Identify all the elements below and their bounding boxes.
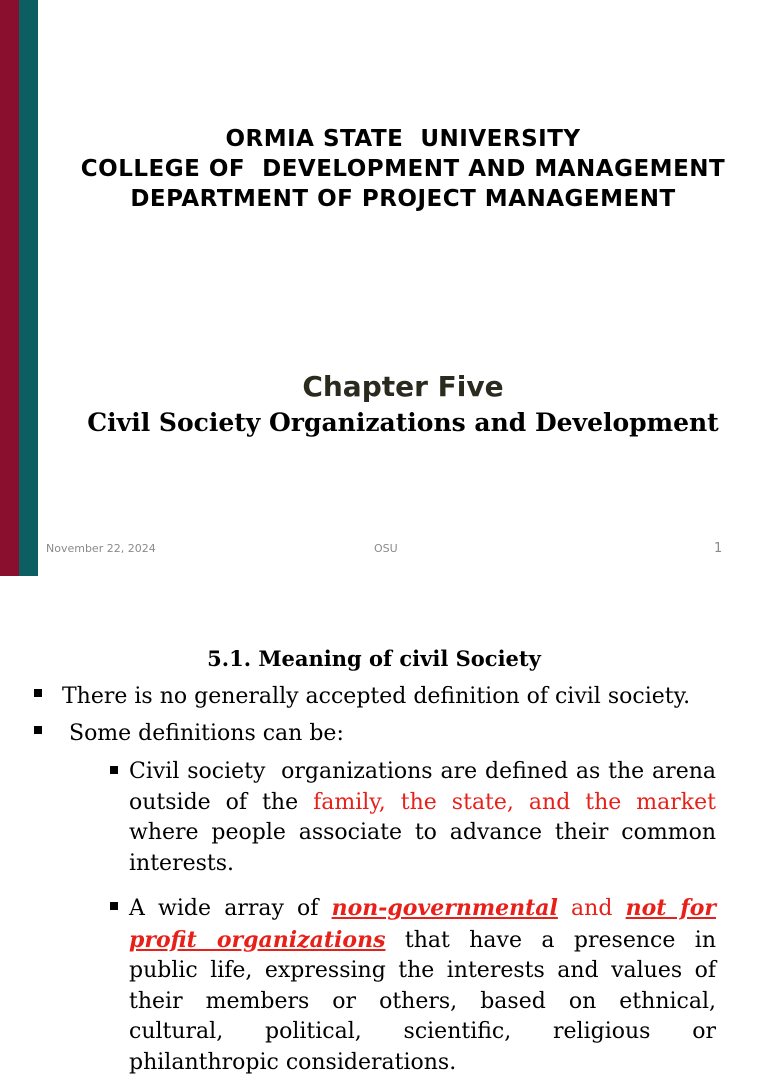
sub-bullet-definition-organizations [110,893,716,1078]
left-accent-bar-teal [19,0,38,576]
slide-number: 1 [714,541,723,556]
institution-line-college: COLLEGE OF DEVELOPMENT AND MANAGEMENT [80,156,726,182]
institution-heading [38,124,768,214]
sub-bullet-square-icon [110,766,118,774]
text-segment: Civil society organizations are defined as the arena outside of the [129,759,723,815]
sub-bullet-definition-arena [110,757,723,879]
left-accent-bar-red [0,0,19,576]
sub-bullet-text [129,893,716,1078]
sub-bullet-square-icon [110,902,118,910]
text-segment: where people associate to advance their common interests. [129,820,716,876]
content-slide [0,576,768,1075]
bullet-text: There is no generally accepted definition of civil society. [62,684,691,709]
text-segment: and [557,896,626,921]
emphasis-non-governmental: non-governmental [331,895,558,921]
emphasis-not-for-profit: not for profit organizations [129,895,717,953]
bullet-item [34,719,344,749]
institution-line-department: DEPARTMENT OF PROJECT MANAGEMENT [130,186,676,212]
bullet-square-icon [34,726,42,734]
bullet-text: Some definitions can be: [62,721,344,746]
section-title: 5.1. Meaning of civil Society [207,646,541,671]
institution-line-university: ORMIA STATE UNIVERSITY [225,126,581,152]
chapter-subtitle: Civil Society Organizations and Development [87,408,719,437]
text-segment: that have a presence in public life, expressing the interests and values of their members or others, based on ethnical, cultural, political, scientific, religious or philanthropic considerations. [129,927,716,1075]
highlight-text: family, the state, and the market [313,789,716,815]
chapter-title: Chapter Five [302,370,504,403]
sub-bullet-text [129,757,723,879]
footer-center-text: OSU [374,542,398,555]
bullet-item [34,682,690,712]
bullet-square-icon [34,689,42,697]
text-segment: A wide array of [129,896,332,921]
footer-date: November 22, 2024 [46,542,156,555]
